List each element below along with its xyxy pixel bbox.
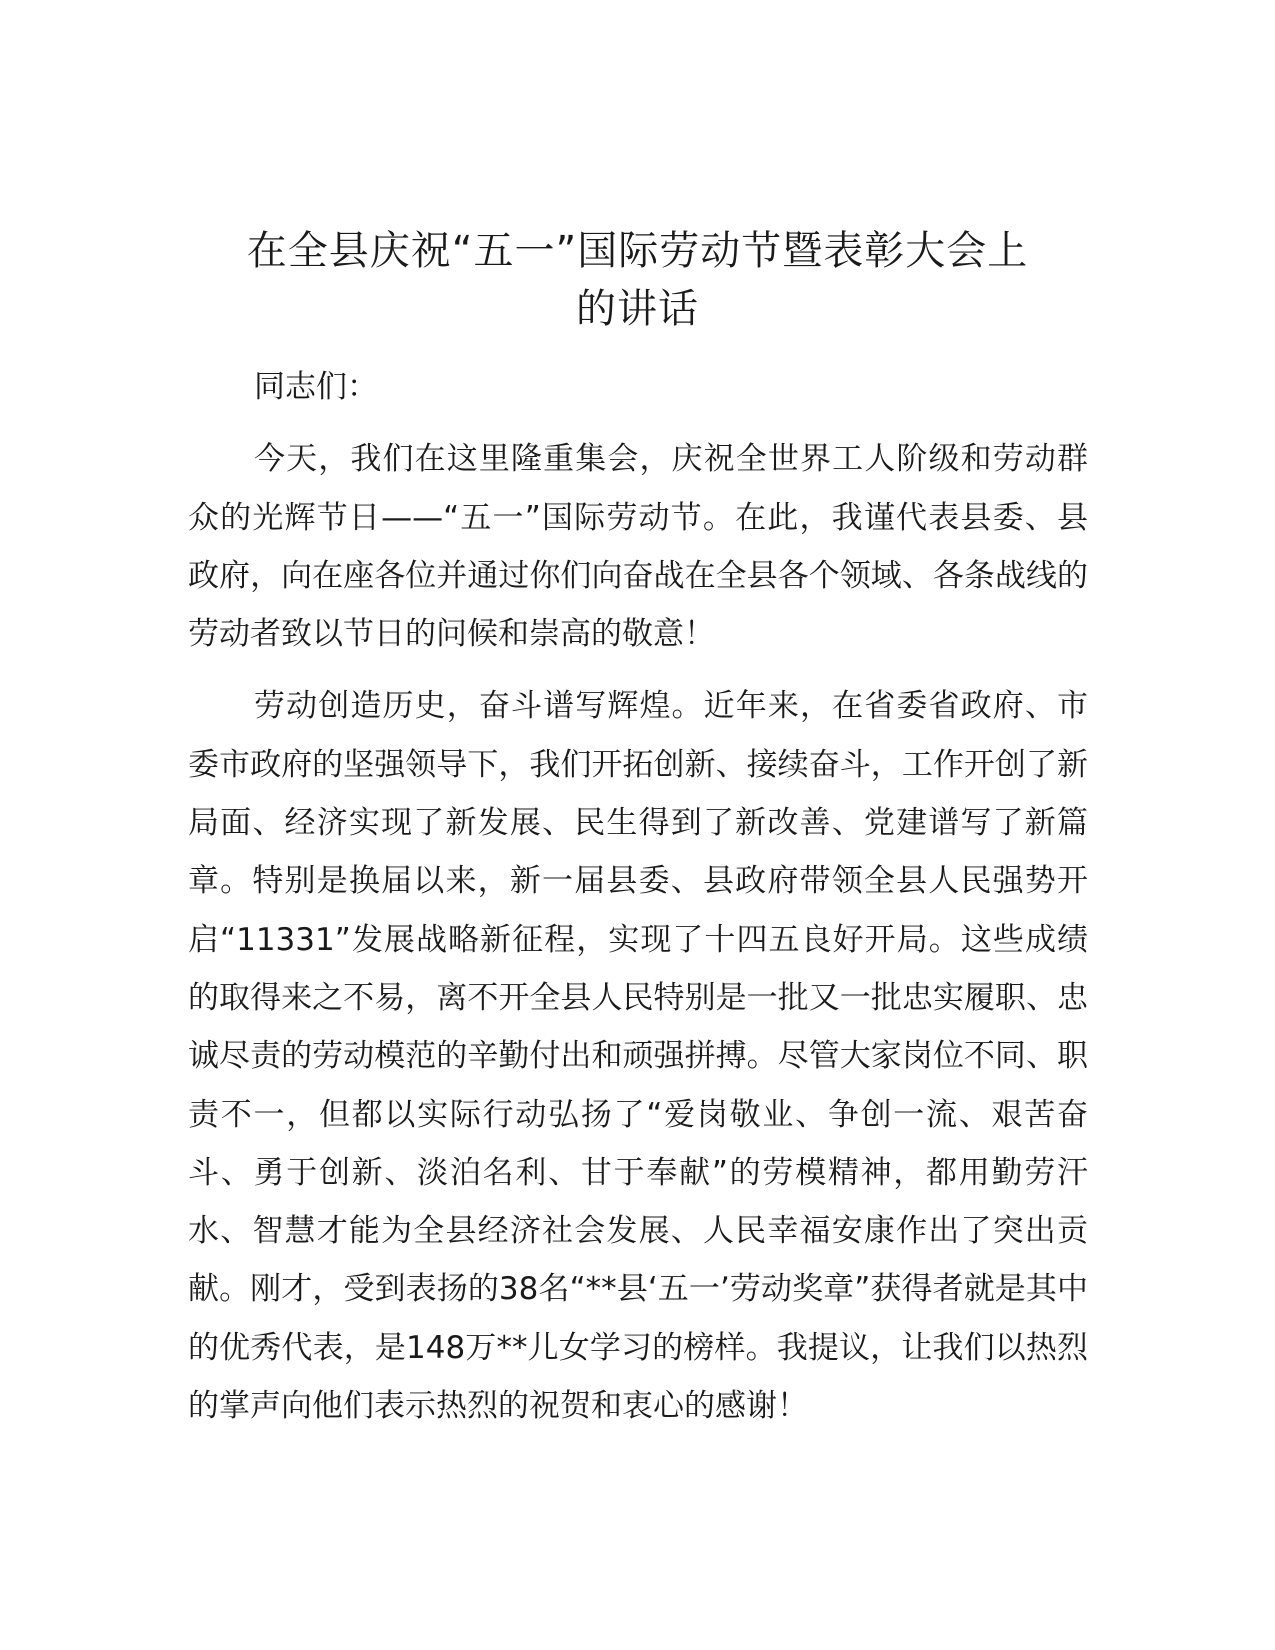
title-line-2: 的讲话	[576, 286, 699, 332]
document-title	[170, 222, 1105, 338]
paragraph-achievements: 劳动创造历史，奋斗谱写辉煌。近年来，在省委省政府、市委市政府的坚强领导下，我们开拓创新、接续奋斗，工作开创了新局面、经济实现了新发展、民生得到了新改善、党建谱写了新篇章。特别是换届以来，新一届县委、县政府带领全县人民强势开启“11331”发展战略新征程，实现了十四五良好开局。这些成绩的取得来之不易，离不开全县人民特别是一批又一批忠实履职、忠诚尽责的劳动模范的辛勤付出和顽强拼搏。尽管大家岗位不同、职责不一，但都以实际行动弘扬了“爱岗敬业、争创一流、艰苦奋斗、勇于创新、淡泊名利、甘于奉献”的劳模精神，都用勤劳汗水、智慧才能为全县经济社会发展、人民幸福安康作出了突出贡献。刚才，受到表扬的38名“**县‘五一’劳动奖章”获得者就是其中的优秀代表，是148万**儿女学习的榜样。我提议，让我们以热烈的掌声向他们表示热烈的祝贺和衷心的感谢！	[188, 688, 1088, 1425]
document-body	[188, 358, 1088, 1449]
title-line-1: 在全县庆祝“五一”国际劳动节暨表彰大会上	[246, 228, 1029, 274]
salutation: 同志们：	[254, 369, 378, 405]
paragraph-opening: 今天，我们在这里隆重集会，庆祝全世界工人阶级和劳动群众的光辉节日——“五一”国际劳动节。在此，我谨代表县委、县政府，向在座各位并通过你们向奋战在全县各个领域、各条战线的劳动者致以节日的问候和崇高的敬意！	[188, 441, 1088, 653]
